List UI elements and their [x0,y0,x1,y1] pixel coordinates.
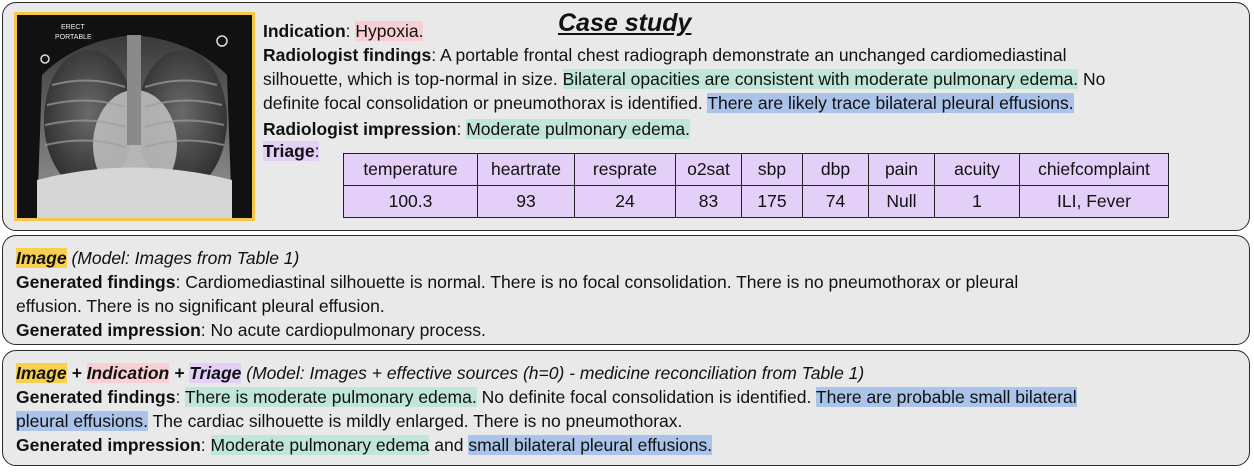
triage-header-cell: temperature [344,154,478,186]
triage-header-cell: resprate [575,154,676,186]
impression-line: Radiologist impression: Moderate pulmonary edema. [263,119,690,139]
findings-text-3a: definite focal consolidation or pneumothorax is identified. [263,93,708,113]
combined-impression-and: and [429,435,469,455]
image-impression-value: No acute cardiopulmonary process. [210,320,486,340]
combined-findings-rest: The cardiac silhouette is mildly enlarged. There is no pneumothorax. [148,411,683,431]
combined-impression-edema: Moderate pulmonary edema [210,435,430,455]
triage-value-cell: 24 [575,186,676,218]
triage-header-cell: acuity [935,154,1020,186]
findings-label: Radiologist findings [263,45,432,65]
chest-xray-image [14,12,255,221]
image-tag: Image [16,248,67,268]
combined-indication-tag: Indication [86,363,170,383]
image-model-header [16,246,299,270]
triage-label: Triage [263,141,315,161]
triage-value-cell: ILI, Fever [1020,186,1169,218]
triage-value-cell: 74 [803,186,869,218]
image-model-panel [2,235,1250,345]
case-study-title: Case study [558,9,692,37]
impression-value: Moderate pulmonary edema. [466,119,690,139]
chest-xray-graphic [17,15,252,218]
findings-text-1: A portable frontal chest radiograph demonstrate an unchanged cardiomediastinal [439,45,1067,65]
combined-model-header [16,361,864,385]
triage-value-cell: 93 [478,186,575,218]
findings-edema-highlight: Bilateral opacities are consistent with moderate pulmonary edema. [562,69,1079,89]
combined-findings-line-2 [16,409,682,433]
findings-text-2b: No [1078,69,1106,89]
image-findings-text-2: effusion. There is no significant pleural effusion. [16,296,385,316]
combined-findings-mid: No definite focal consolidation is identified. [476,387,816,407]
image-model-note: (Model: Images from Table 1) [71,248,300,268]
combined-impression-effusion: small bilateral pleural effusions. [468,435,713,455]
combined-model-note: (Model: Images + effective sources (h=0) - medicine reconciliation from Table 1) [246,363,865,383]
indication-label: Indication [263,21,346,41]
triage-header-cell: pain [869,154,935,186]
triage-header-cell: heartrate [478,154,575,186]
triage-header-cell: sbp [742,154,803,186]
triage-line [263,139,319,163]
triage-value-cell: 83 [676,186,742,218]
image-findings-line-1: Generated findings: Cardiomediastinal silhouette is normal. There is no focal consolidation. There is no pneumothorax or pleural [16,272,1019,292]
findings-effusion-highlight: There are likely trace bilateral pleural effusions. [707,93,1074,113]
triage-label-box: Triage: [263,141,320,161]
generated-impression-label: Generated impression [16,435,201,455]
triage-header-row [344,154,1169,186]
combined-image-tag: Image [16,363,67,383]
combined-effusion-highlight-b: pleural effusions. [16,411,148,431]
combined-edema-highlight: There is moderate pulmonary edema. [184,387,477,407]
triage-value-row [344,186,1169,218]
findings-line-2 [263,67,1105,91]
triage-value-cell: 100.3 [344,186,478,218]
combined-model-panel [2,350,1250,466]
indication-value: Hypoxia. [355,21,424,41]
findings-text-2a: silhouette, which is top-normal in size. [263,69,563,89]
impression-label: Radiologist impression [263,119,457,139]
findings-line-3 [263,91,1074,115]
combined-impression-line: Generated impression: Moderate pulmonary edema and small bilateral pleural effusions. [16,435,713,455]
combined-triage-tag: Triage [189,363,242,383]
triage-table [343,153,1169,218]
triage-header-cell: chiefcomplaint [1020,154,1169,186]
generated-findings-label: Generated findings [16,272,176,292]
xray-erect-label: ERECT [61,24,85,31]
combined-findings-line-1: Generated findings: There is moderate pulmonary edema. No definite focal consolidation is identified. There are probable small bilateral [16,387,1077,407]
image-findings-text-1: Cardiomediastinal silhouette is normal. There is no focal consolidation. There is no pneumothorax or pleural [185,272,1019,292]
image-findings-line-2 [16,294,385,318]
image-impression-line: Generated impression: No acute cardiopulmonary process. [16,320,486,340]
indication-line: Indication: Hypoxia. [263,21,424,41]
case-study-panel [2,2,1250,231]
triage-header-cell: dbp [803,154,869,186]
xray-portable-label: PORTABLE [55,34,92,41]
triage-value-cell: 175 [742,186,803,218]
plus-sign: + [71,363,82,383]
triage-value-cell: Null [869,186,935,218]
triage-header-cell: o2sat [676,154,742,186]
generated-findings-label: Generated findings [16,387,176,407]
triage-value-cell: 1 [935,186,1020,218]
generated-impression-label: Generated impression [16,320,201,340]
plus-sign: + [174,363,185,383]
combined-effusion-highlight-a: There are probable small bilateral [815,387,1077,407]
findings-line-1: Radiologist findings: A portable frontal chest radiograph demonstrate an unchanged cardiomediastinal [263,45,1067,65]
